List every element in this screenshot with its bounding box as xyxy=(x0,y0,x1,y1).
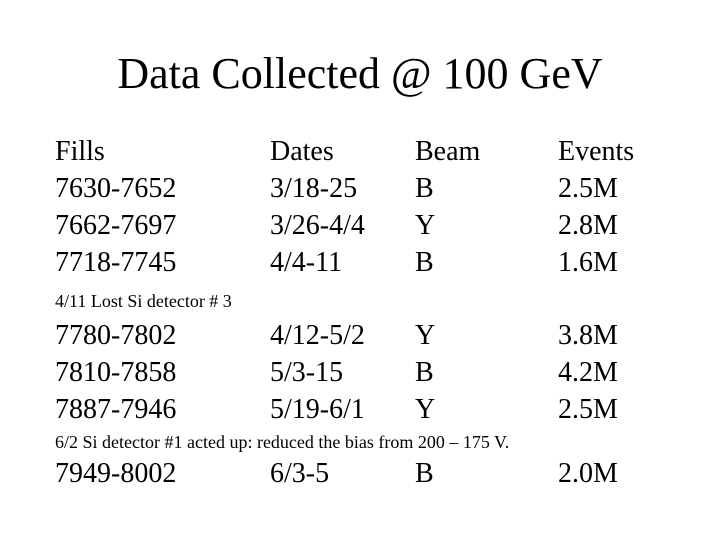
dates-cell: 4/4-11 xyxy=(270,247,343,278)
beam-cell: B xyxy=(415,173,434,204)
beam-cell: B xyxy=(415,458,434,489)
dates-cell: 5/3-15 xyxy=(270,357,344,388)
events-cell: 2.5M xyxy=(558,173,618,204)
beam-cell: B xyxy=(415,357,434,388)
slide-title: Data Collected @ 100 GeV xyxy=(117,49,603,98)
dates-cell: 5/19-6/1 xyxy=(270,394,365,425)
fills-cell: 7810-7858 xyxy=(55,357,177,388)
column-header-dates: Dates xyxy=(270,136,334,167)
beam-cell: Y xyxy=(415,320,436,351)
table-row xyxy=(0,391,720,428)
table-row xyxy=(0,207,720,244)
events-cell: 2.8M xyxy=(558,210,618,241)
column-header-beam: Beam xyxy=(415,136,481,167)
beam-cell: Y xyxy=(415,394,436,425)
dates-cell: 3/18-25 xyxy=(270,173,358,204)
table-row xyxy=(0,170,720,207)
dates-cell: 6/3-5 xyxy=(270,458,330,489)
table-header-row xyxy=(0,133,720,170)
fills-cell: 7780-7802 xyxy=(55,320,177,351)
column-header-events: Events xyxy=(558,136,635,167)
events-cell: 1.6M xyxy=(558,247,618,278)
table-row xyxy=(0,455,720,492)
beam-cell: B xyxy=(415,247,434,278)
events-cell: 4.2M xyxy=(558,357,618,388)
fills-cell: 7887-7946 xyxy=(55,394,177,425)
note-bias-reduced: 6/2 Si detector #1 acted up: reduced the bias from 200 – 175 V. xyxy=(55,432,510,452)
events-cell: 2.5M xyxy=(558,394,618,425)
column-header-fills: Fills xyxy=(55,136,105,167)
note-lost-detector: 4/11 Lost Si detector # 3 xyxy=(55,291,232,311)
events-cell: 2.0M xyxy=(558,458,618,489)
table-row xyxy=(0,244,720,281)
dates-cell: 4/12-5/2 xyxy=(270,320,365,351)
events-cell: 3.8M xyxy=(558,320,618,351)
fills-cell: 7662-7697 xyxy=(55,210,177,241)
table-row xyxy=(0,317,720,354)
beam-cell: Y xyxy=(415,210,436,241)
fills-cell: 7718-7745 xyxy=(55,247,177,278)
dates-cell: 3/26-4/4 xyxy=(270,210,365,241)
fills-cell: 7630-7652 xyxy=(55,173,177,204)
fills-cell: 7949-8002 xyxy=(55,458,177,489)
table-row xyxy=(0,354,720,391)
